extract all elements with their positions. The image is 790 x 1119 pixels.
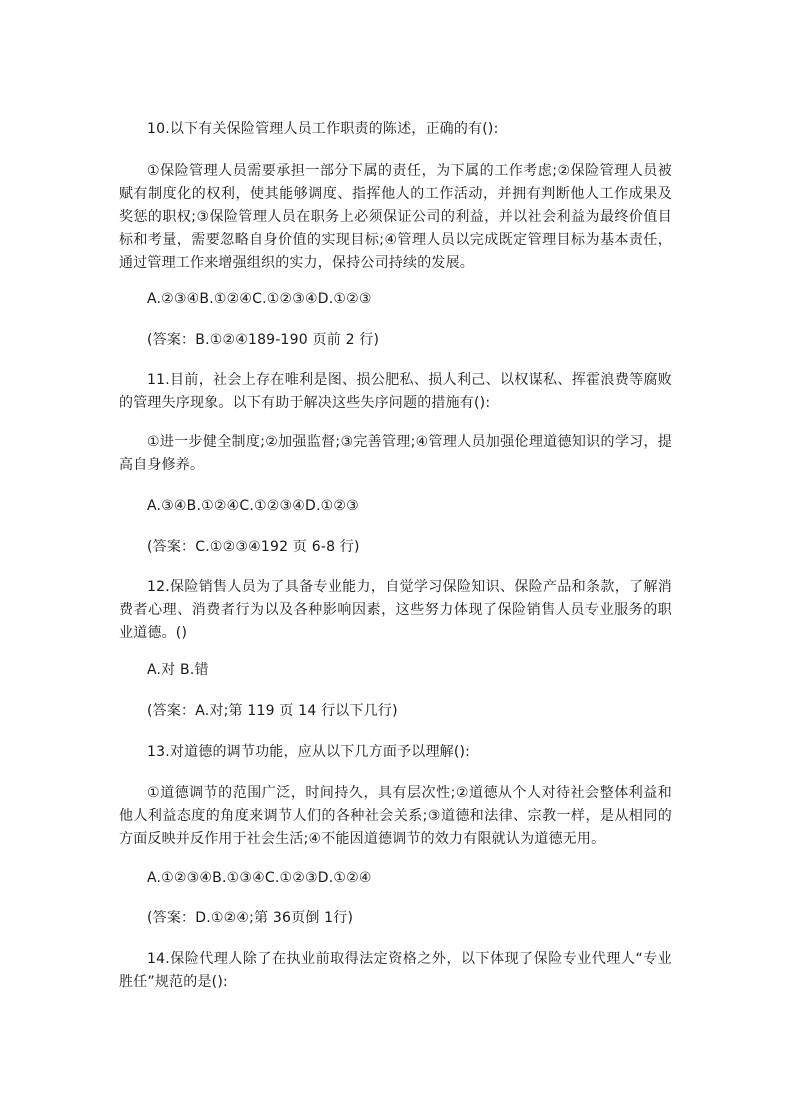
question-12-options: A.对 B.错 bbox=[147, 662, 209, 678]
question-10-stem: 10.以下有关保险管理人员工作职责的陈述，正确的有(): bbox=[147, 121, 499, 137]
question-13-options: A.①②③④B.①③④C.①②③D.①②④ bbox=[147, 870, 372, 886]
question-10-answer: (答案：B.①②④189-190 页前 2 行) bbox=[147, 332, 380, 348]
question-14-stem: 14.保险代理人除了在执业前取得法定资格之外，以下体现了保险专业代理人“专业胜任”规范的是(): bbox=[119, 951, 672, 990]
question-10-options: A.②③④B.①②④C.①②③④D.①②③ bbox=[147, 291, 372, 307]
question-13-statements: ①道德调节的范围广泛，时间持久，具有层次性;②道德从个人对待社会整体利益和他人利益态度的角度来调节人们的各种社会关系;③道德和法律、宗教一样，是从相同的方面反映并反作用于社会生活;④不能因道德调节的效力有限就认为道德无用。 bbox=[119, 785, 672, 847]
question-11-answer: (答案：C.①②③④192 页 6-8 行) bbox=[147, 539, 360, 555]
question-11-statements: ①进一步健全制度;②加强监督;③完善管理;④管理人员加强伦理道德知识的学习，提高自身修养。 bbox=[119, 434, 672, 473]
question-11-stem: 11.目前，社会上存在唯利是图、损公肥私、损人利己、以权谋私、挥霍浪费等腐败的管理失序现象。以下有助于解决这些失序问题的措施有(): bbox=[119, 372, 672, 411]
question-13-stem: 13.对道德的调节功能，应从以下几方面予以理解(): bbox=[147, 744, 471, 760]
question-11-options: A.③④B.①②④C.①②③④D.①②③ bbox=[147, 498, 359, 514]
question-12-stem: 12.保险销售人员为了具备专业能力，自觉学习保险知识、保险产品和条款，了解消费者心理、消费者行为以及各种影响因素，这些努力体现了保险销售人员专业服务的职业道德。() bbox=[119, 579, 672, 641]
question-12-answer: (答案：A.对;第 119 页 14 行以下几行) bbox=[147, 703, 398, 719]
question-10-statements: ①保险管理人员需要承担一部分下属的责任，为下属的工作考虑;②保险管理人员被赋有制度化的权利，使其能够调度、指挥他人的工作活动，并拥有判断他人工作成果及奖惩的职权;③保险管理人员在职务上必须保证公司的利益，并以社会利益为最终价值目标和考量，需要忽略自身价值的实现目标;④管理人员以完成既定管理目标为基本责任，通过管理工作来增强组织的实力，保持公司持续的发展。 bbox=[119, 163, 672, 271]
question-13-answer: (答案：D.①②④;第 36页倒 1行) bbox=[147, 910, 354, 926]
